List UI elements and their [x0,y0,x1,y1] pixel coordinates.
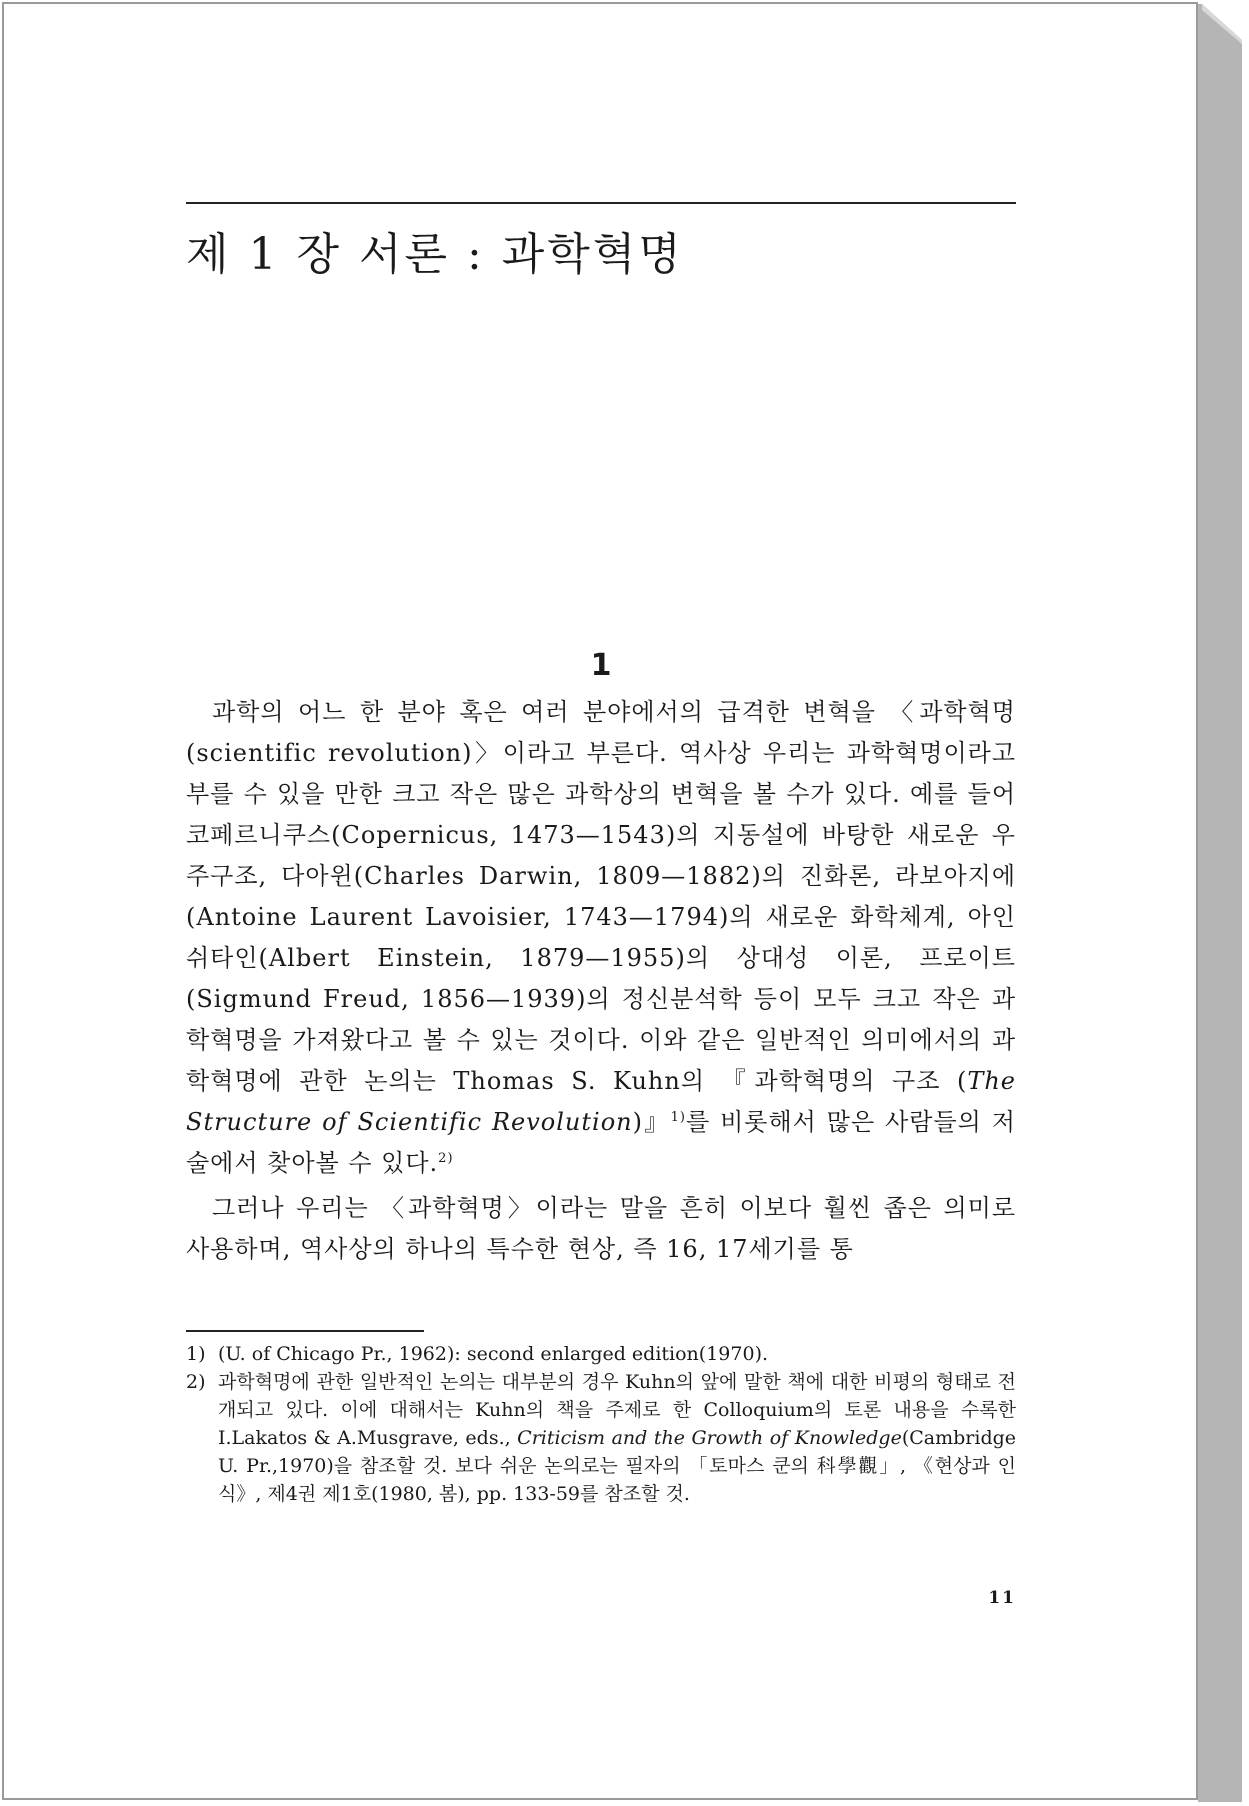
footnote-ref-2[interactable]: 2) [438,1151,454,1166]
footnote-rule [186,1330,424,1332]
footnote-1-text: (U. of Chicago Pr., 1962): second enlarged edition(1970). [218,1343,769,1365]
paragraph-1-text-c: 를 비롯해서 많은 사람들의 저술에서 찾아볼 수 있다. [186,1108,1016,1177]
footnote-2-text-a: 과학혁명에 관한 일반적인 논의는 대부분의 경우 Kuhn의 앞에 말한 책에 대한 비평의 형태로 전개되고 있다. 이에 대해서는 Kuhn의 책을 주제로 한 Colloquium의 토론 내용을 수록한 I.Lakatos & A.Musgrave, eds., [218,1371,1016,1449]
body-text [186,692,1016,1270]
paragraph-1 [186,692,1016,1184]
book-title-criticism: Criticism and the Growth of Knowledge [517,1427,902,1449]
chapter-title: 제 1 장 서론 : 과학혁명 [186,229,684,280]
footnote-2 [186,1368,1016,1508]
page-edge-shadow [1198,4,1246,1802]
footnote-1-number: 1) [186,1343,206,1365]
footnote-2-text [218,1368,1016,1508]
footnotes [186,1340,1016,1508]
paragraph-1-text-a: 과학의 어느 한 분야 혹은 여러 분야에서의 급격한 변혁을 〈과학혁명(scientific revolution)〉이라고 부른다. 역사상 우리는 과학혁명이라고 부를 수 있을 만한 크고 작은 많은 과학상의 변혁을 볼 수가 있다. 예를 들어 코페르니쿠스(Copernicus, 1473—1543)의 지동설에 바탕한 새로운 우주구조, 다아윈(Charles Darwin, 1809—1882)의 진화론, 라보아지에(Antoine Laurent Lavoisier, 1743—1794)의 새로운 화학체계, 아인쉬타인(Albert Einstein, 1879—1955)의 상대성 이론, 프로이트(Sigmund Freud, 1856—1939)의 정신분석학 등이 모두 크고 작은 과학혁명을 가져왔다고 볼 수 있는 것이다. 이와 같은 일반적인 의미에서의 과학혁명에 관한 논의는 Thomas S. Kuhn의 『과학혁명의 구조 ( [186,698,1016,1095]
book-title-structure: The Structure of Scientific Revolution [186,1067,1016,1136]
footnote-ref-1[interactable]: 1) [670,1110,686,1125]
page-number: 11 [988,1588,1016,1608]
footnote-2-number: 2) [186,1371,206,1393]
footnote-1 [186,1340,1016,1368]
chapter-rule [186,202,1016,204]
paragraph-2: 그러나 우리는 〈과학혁명〉이라는 말을 흔히 이보다 훨씬 좁은 의미로 사용하며, 역사상의 하나의 특수한 현상, 즉 16, 17세기를 통 [186,1194,1016,1263]
section-number: 1 [590,648,612,683]
footnote-2-text-b: (Cambridge U. Pr.,1970)을 참조할 것. 보다 쉬운 논의로는 필자의 「토마스 쿤의 科學觀」, 《현상과 인식》, 제4권 제1호(1980, 봄), pp. 133-59를 참조할 것. [218,1427,1017,1505]
paragraph-1-text-b: )』 [632,1108,671,1136]
